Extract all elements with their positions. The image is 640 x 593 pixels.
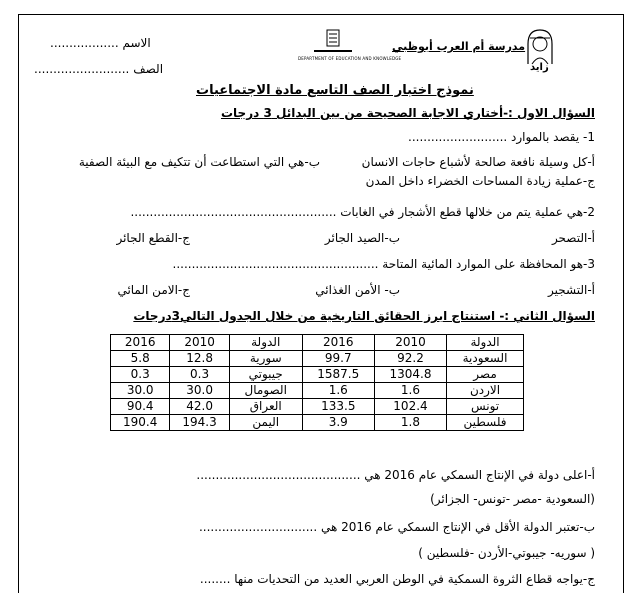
table-cell: العراق	[229, 399, 302, 415]
q2-title: السؤال الثاني :- استنتاج ابرز الحقائق التاريخية من خلال الجدول التالي3درجات	[133, 309, 595, 323]
fish-production-table	[110, 334, 524, 431]
name-label: الاسم	[122, 36, 151, 50]
table-cell: 0.3	[170, 367, 229, 383]
q1-item3-option-c: ج-الامن المائي	[117, 283, 190, 297]
q2-item-a-stem: أ-اعلى دولة في الإنتاج السمكي عام 2016 هي ...........................................	[196, 468, 595, 482]
table-cell: 194.3	[170, 415, 229, 431]
q1-item1-option-b: ب-هي التي استطاعت أن تتكيف مع البيئة الصفية	[78, 155, 320, 169]
exam-title: نموذج اختبار الصف التاسع مادة الاجتماعيات	[196, 83, 474, 98]
table-cell: الاردن	[447, 383, 524, 399]
table-cell: مصر	[447, 367, 524, 383]
q2-item-a-choices: (السعودية -مصر -تونس- الجزائر)	[430, 492, 595, 506]
table-header-cell: 2010	[374, 335, 446, 351]
q1-title: السؤال الاول :-أختاري الاجابة الصحيحة من بين البدائل 3 درجات	[220, 106, 595, 120]
table-header-cell: الدولة	[229, 335, 302, 351]
name-blank: ..................	[50, 36, 119, 50]
name-field-row	[50, 36, 151, 50]
table-cell: 1304.8	[374, 367, 446, 383]
table-row	[111, 399, 524, 415]
table-cell: السعودية	[447, 351, 524, 367]
table-row	[111, 415, 524, 431]
q2-item-b-stem: ب-تعتبر الدولة الأقل في الإنتاج السمكي عام 2016 هي ...............................	[198, 520, 595, 534]
q1-item1-option-a: أ-كل وسيلة نافعة صالحة لأشباع حاجات الانسان	[361, 155, 595, 169]
q1-item2-stem: 2-هي عملية يتم من خلالها قطع الأشجار في الغابات ......................................................	[130, 205, 595, 219]
q1-item1-stem: 1- يقصد بالموارد ..........................	[408, 130, 595, 144]
table-cell: 0.3	[111, 367, 170, 383]
school-name: مدرسة أم العرب أبوظبي	[392, 40, 526, 53]
table-row	[111, 351, 524, 367]
dept-logo-caption: DEPARTMENT OF EDUCATION AND KNOWLEDGE	[298, 56, 402, 61]
table-cell: سورية	[229, 351, 302, 367]
table-cell: 102.4	[374, 399, 446, 415]
q1-item3-stem: 3-هو المحافظة على الموارد المائية المتاحة ......................................................	[172, 257, 595, 271]
table-cell: 90.4	[111, 399, 170, 415]
q1-item1-option-c: ج-عملية زيادة المساحات الخضراء داخل المدن	[365, 174, 595, 188]
q2-item-b-choices: ( سوريه- جيبوتي-الأردن -فلسطين )	[418, 546, 595, 560]
class-field-row	[34, 62, 163, 76]
table-cell: 30.0	[111, 383, 170, 399]
table-row	[111, 383, 524, 399]
class-label: الصف	[133, 62, 164, 76]
table-cell: 5.8	[111, 351, 170, 367]
table-cell: اليمن	[229, 415, 302, 431]
table-cell: 190.4	[111, 415, 170, 431]
table-cell: 12.8	[170, 351, 229, 367]
table-cell: تونس	[447, 399, 524, 415]
table-cell: 42.0	[170, 399, 229, 415]
q2-item-c-stem: ج-يواجه قطاع الثروة السمكية في الوطن العربي العديد من التحديات منها ........	[199, 572, 595, 586]
table-cell: 92.2	[374, 351, 446, 367]
table-cell: 99.7	[302, 351, 374, 367]
table-cell: 1.8	[374, 415, 446, 431]
table-header-row	[111, 335, 524, 351]
table-header-cell: 2016	[111, 335, 170, 351]
q1-item2-option-b: ب-الصيد الجائر	[324, 231, 400, 245]
table-cell: الصومال	[229, 383, 302, 399]
table-row	[111, 367, 524, 383]
q1-item3-option-a: أ-التشجير	[548, 283, 595, 297]
page-frame	[18, 14, 624, 593]
table-cell: 1.6	[302, 383, 374, 399]
table-cell: 3.9	[302, 415, 374, 431]
table-header-cell: 2010	[170, 335, 229, 351]
table-cell: 133.5	[302, 399, 374, 415]
q1-item3-option-b: ب- الأمن الغذائي	[315, 283, 400, 297]
table-cell: فلسطين	[447, 415, 524, 431]
table-cell: 1.6	[374, 383, 446, 399]
table-header-cell: الدولة	[447, 335, 524, 351]
zayed-portrait-image	[520, 26, 560, 66]
table-cell: 30.0	[170, 383, 229, 399]
table-cell: جيبوتي	[229, 367, 302, 383]
table-cell: 1587.5	[302, 367, 374, 383]
table-header-cell: 2016	[302, 335, 374, 351]
q1-item2-option-a: أ-التصحر	[551, 231, 595, 245]
q1-item2-option-c: ج-القطع الجائر	[116, 231, 190, 245]
class-blank: .........................	[34, 62, 130, 76]
zayed-logo-text: زايد	[530, 62, 549, 73]
